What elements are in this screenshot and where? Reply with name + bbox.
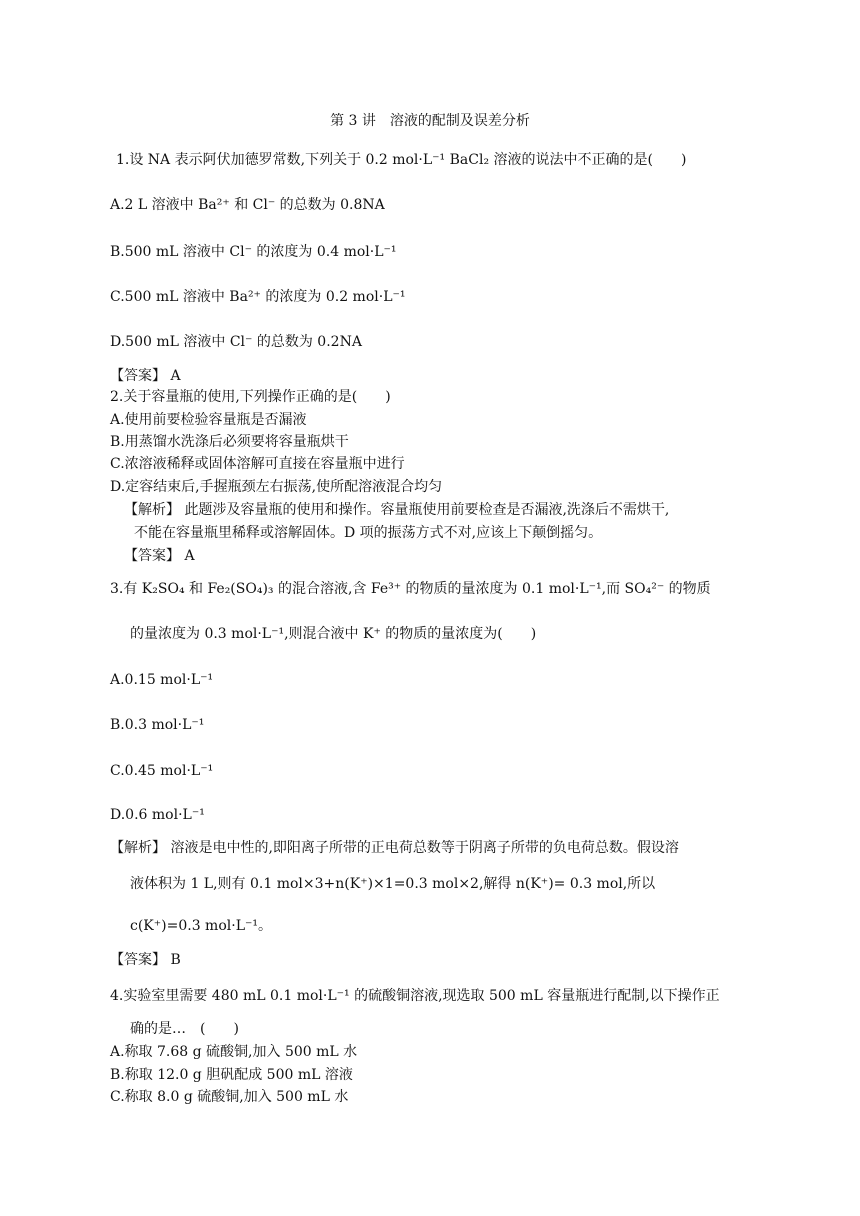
q3-analysis-line1: 【解析】 溶液是电中性的,即阳离子所带的正电荷总数等于阴离子所带的负电荷总数。假设溶 (110, 840, 679, 856)
q4-option-c: C.称取 8.0 g 硫酸铜,加入 500 mL 水 (110, 1089, 349, 1105)
q3-option-d: D.0.6 mol·L⁻¹ (110, 807, 205, 823)
q2-option-d: D.定容结束后,手握瓶颈左右振荡,使所配溶液混合均匀 (110, 479, 443, 495)
q2-option-a: A.使用前要检验容量瓶是否漏液 (110, 412, 307, 428)
q1-option-a: A.2 L 溶液中 Ba²⁺ 和 Cl⁻ 的总数为 0.8NA (110, 197, 385, 213)
q1-option-b: B.500 mL 溶液中 Cl⁻ 的浓度为 0.4 mol·L⁻¹ (110, 244, 397, 260)
q2-analysis-line2: 不能在容量瓶里稀释或溶解固体。D 项的振荡方式不对,应该上下颠倒摇匀。 (134, 525, 603, 541)
q3-answer: 【答案】 B (110, 952, 181, 968)
q3-option-c: C.0.45 mol·L⁻¹ (110, 763, 214, 779)
q2-answer: 【答案】 A (124, 548, 195, 564)
q2-analysis-line1: 【解析】 此题涉及容量瓶的使用和操作。容量瓶使用前要检查是否漏液,洗涤后不需烘干, (124, 502, 670, 518)
q3-stem-line1: 3.有 K₂SO₄ 和 Fe₂(SO₄)₃ 的混合溶液,含 Fe³⁺ 的物质的量浓度为 0.1 mol·L⁻¹,而 SO₄²⁻ 的物质 (110, 581, 711, 597)
q3-option-a: A.0.15 mol·L⁻¹ (110, 672, 214, 688)
q4-stem-line2: 确的是… ( ) (130, 1021, 239, 1037)
q4-option-b: B.称取 12.0 g 胆矾配成 500 mL 溶液 (110, 1067, 353, 1083)
q2-stem: 2.关于容量瓶的使用,下列操作正确的是( ) (110, 389, 391, 405)
q3-option-b: B.0.3 mol·L⁻¹ (110, 717, 205, 733)
q3-analysis-line3: c(K⁺)=0.3 mol·L⁻¹。 (130, 918, 272, 934)
page-title: 第 3 讲 溶液的配制及误差分析 (330, 113, 530, 129)
q4-option-a: A.称取 7.68 g 硫酸铜,加入 500 mL 水 (110, 1044, 358, 1060)
q1-option-d: D.500 mL 溶液中 Cl⁻ 的总数为 0.2NA (110, 334, 362, 350)
q1-answer: 【答案】 A (110, 368, 181, 384)
q2-option-c: C.浓溶液稀释或固体溶解可直接在容量瓶中进行 (110, 456, 405, 472)
q4-stem-line1: 4.实验室里需要 480 mL 0.1 mol·L⁻¹ 的硫酸铜溶液,现选取 500 mL 容量瓶进行配制,以下操作正 (110, 988, 720, 1004)
q3-analysis-line2: 液体积为 1 L,则有 0.1 mol×3+n(K⁺)×1=0.3 mol×2,解得 n(K⁺)= 0.3 mol,所以 (130, 876, 656, 892)
q2-option-b: B.用蒸馏水洗涤后必须要将容量瓶烘干 (110, 434, 349, 450)
q3-stem-line2: 的量浓度为 0.3 mol·L⁻¹,则混合液中 K⁺ 的物质的量浓度为( ) (130, 626, 537, 642)
q1-stem: 1.设 NA 表示阿伏加德罗常数,下列关于 0.2 mol·L⁻¹ BaCl₂ 溶液的说法中不正确的是( ) (116, 152, 687, 168)
q1-option-c: C.500 mL 溶液中 Ba²⁺ 的浓度为 0.2 mol·L⁻¹ (110, 289, 406, 305)
